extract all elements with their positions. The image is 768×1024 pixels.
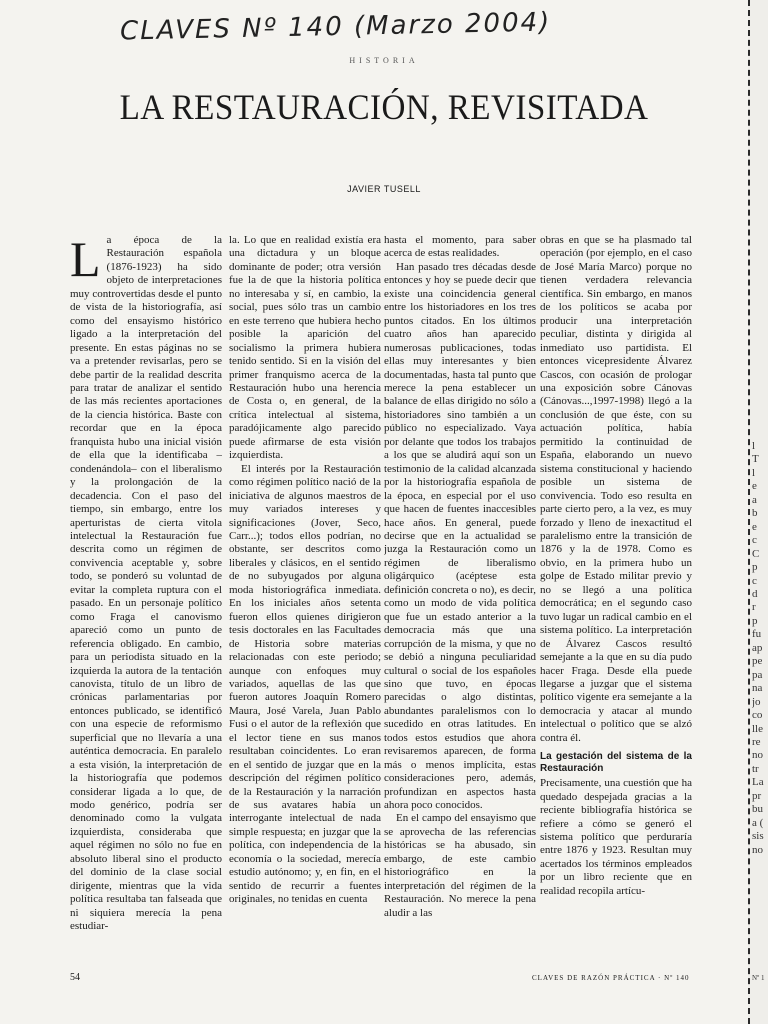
facing-page-fragment: C (752, 547, 760, 560)
handwritten-annotation: CLAVES Nº 140 (Marzo 2004) (119, 7, 552, 47)
facing-page-fragment: La (752, 776, 764, 789)
facing-page-fragment: b (752, 507, 758, 520)
facing-page-fragment: jo (752, 695, 761, 708)
facing-page-fragment: pr (752, 789, 762, 802)
article-author: JAVIER TUSELL (347, 184, 421, 194)
facing-page-fragment: p (752, 614, 758, 627)
facing-page-fragment: pa (752, 668, 763, 681)
paragraph: Precisamente, una cuestión que ha quedado despejada gracias a la reciente bibliografía histórica se refiere a cómo se generó el sistema político que perduraría entre 1876 y 1923. Resultan muy acertados los términos empleados por un libro reciente que en realidad recopila artícu- (540, 777, 692, 897)
text-column-2 (229, 234, 381, 954)
facing-page-fragment: co (752, 709, 763, 722)
facing-page-fragment: e (752, 480, 757, 493)
paragraph: hasta el momento, para saber acerca de estas realidades. (384, 234, 536, 260)
facing-page-fragment: r (752, 601, 756, 614)
footer-publication: CLAVES DE RAZÓN PRÁCTICA · Nº 140 (532, 974, 690, 982)
facing-page-fragment: c (752, 534, 757, 547)
drop-cap: L (70, 234, 101, 287)
facing-page-text-fragments (752, 440, 768, 857)
facing-page-fragment: l (752, 466, 756, 479)
section-subheading: La gestación del sistema de la Restauración (540, 751, 692, 775)
facing-page-fragment: pe (752, 655, 763, 668)
article-title: LA RESTAURACIÓN, REVISITADA (119, 87, 649, 127)
facing-page-fragment: no (752, 843, 763, 856)
facing-page-fragment: p (752, 561, 758, 574)
text-column-4 (540, 234, 692, 954)
facing-page-fragment: bu (752, 803, 763, 816)
paragraph: El interés por la Restauración como régimen político nació de la iniciativa de algunos maestros de muy variados intereses y significaciones (Jover, Seco, Carr...); todos ellos podrían, no obstante, ser descritos como liberales y clásicos, en el sentido de no subyugados por alguna moda historiográfica inmediata. En los iniciales años setenta fueron ellos quienes dirigieron tesis doctorales en las Facultades de Historia sobre materias relacionadas con este periodo; aunque con enfoques muy variados, aquellas de las que fueron autores Joaquín Romero Maura, José Varela, Juan Pablo Fusi o el autor de la reflexión que el lector tiene en sus manos resultaban coincidentes. Lo eran en el sentido de juzgar que en la descripción del régimen político de la Restauración y la narración de sus avatares había un interrogante intelectual de nada simple respuesta; en juzgar que la política, con independencia de la economía o la sociedad, merecía estudio autónomo; y, en fin, en el sentido de recurrir a fuentes originales, no tenidas en cuenta (229, 462, 381, 906)
section-label: HISTORIA (349, 56, 419, 65)
facing-page-fragment: e (752, 520, 757, 533)
facing-page-fragment: re (752, 735, 761, 748)
facing-page-fragment: ap (752, 641, 763, 654)
facing-page-fragment: sis (752, 830, 764, 843)
paragraph: la. Lo que en realidad existía era una dictadura y un bloque dominante de poder; otra versión fue la de que la historia política no interesaba y sí, en cambio, la social, pues sólo tras un cambio en este terreno que hubiera hecho posible la aparición del socialismo la primera hubiera tenido sentido. Si en la visión del primer franquismo acerca de la Restauración hubo una herencia de Costa o, en general, de la crítica intelectual al sistema, paradójicamente algo parecido puede afirmarse de esta visión izquierdista. (229, 234, 381, 462)
paragraph: La época de la Restauración española (1876-1923) ha sido objeto de interpretaciones muy controvertidas desde el punto de vista de la historiografía, así como del ensayismo histórico ligado a la interpretación del presente. En estas páginas no se va a pretender revisarlas, pero se debe partir de la realidad descrita para tratar de analizar el sentido de las más recientes aportaciones de la ciencia histórica. Baste con recordar que en la época franquista hubo una inicial visión de ella que la identificaba –condenándola– con el liberalismo y la prolongación de la decadencia. Con el paso del tiempo, sin embargo, entre los aperturistas de cierta vitola intelectual la Restauración fue descrita como un régimen de convivencia aceptable y, sobre todo, se ponderó su voluntad de evitar la completa ruptura con el pasado. En un personaje político como Fraga el canovismo apareció como un punto de referencia obligado. En cambio, para un periodista situado en la izquierda la autora de la tentación canovista, título de un libro de crónicas parlamentarias por entonces publicado, se identificó con una especie de reformismo superficial que no llevaría a una auténtica democracia. En paralelo a esta visión, la interpretación de la historiografía que podemos considerar ligada a lo que, de modo genérico, podría ser denominado como la vulgata izquierdista, consideraba que aquel régimen no sólo no fue en absoluto liberal sino el producto del dominio de la clase social dirigente, mientras que la vida política resultaba tan falseada que ni siquiera merecía la pena estudiar- (70, 234, 222, 933)
paragraph: Han pasado tres décadas desde entonces y hoy se puede decir que existe una coincidencia general entre los historiadores en los tres puntos citados. En los últimos cuatro años han aparecido numerosas publicaciones, todas ellas muy interesantes y bien documentadas, hasta tal punto que merece la pena establecer un balance de ellas dirigido no sólo a historiadores sino también a un público no especializado. Vaya por delante que todos los trabajos a los que se aludirá aquí son un testimonio de la calidad alcanzada por la historiografía española de la época, en especial por el uso que hacen de fuentes inaccesibles hace años. En general, puede decirse que en la actualidad se juzga la Restauración como un régimen de liberalismo oligárquico (acéptese esta definición concreta o no), es decir, como un modo de vida política que fue un estado anterior a la democracia más que una corrupción de la misma, y que no se debió a ninguna peculiaridad cultural o social de los españoles sino que tuvo, en épocas parecidas o algo distintas, abundantes paralelismos con lo sucedido en otras latitudes. En todos estos estudios que ahora revisaremos aparecen, de forma más o menos implícita, estas consideraciones pero, además, profundizan en aspectos hasta ahora poco conocidos. (384, 260, 536, 812)
facing-page-fragment: T (752, 453, 759, 466)
facing-page-fragment: d (752, 587, 758, 600)
facing-page-fragment: lle (752, 722, 763, 735)
page-number: 54 (70, 972, 80, 983)
facing-page-fragment: l (752, 440, 756, 452)
facing-page-fragment: tr (752, 762, 759, 775)
text-column-1 (70, 234, 222, 954)
facing-page-fragment: c (752, 574, 757, 587)
facing-page-fragment: a ( (752, 816, 764, 829)
paragraph: obras en que se ha plasmado tal operación (por ejemplo, en el caso de José María Marco) porque no tienen verdadera relevancia científica. Sin embargo, en manos de los políticos se acaba por producir una interpretación peculiar, distinta y dirigida al inmediato uso partidista. El entonces vicepresidente Álvarez Cascos, con ocasión de prologar una exposición sobre Cánovas (Cánovas...,1997-1998) llegó a la conclusión de que éste, con su actuación política, había permitido la continuidad de España, elaborando un nuevo sistema constitucional y haciendo posible un sistema de convivencia. Todo eso resulta en parte cierto pero, a la vez, es muy forzado y lleno de inexactitud el paralelismo entre la transición de 1876 y la de 1978. Como es obvio, en la primera hubo un golpe de Estado militar previo y no se llegó a una política democrática; en el segundo caso tuvo lugar un radical cambio en el sistema político. La interpretación de Álvarez Cascos resultó semejante a la que en su día pudo hacer Fraga. Desde ella puede llegarse a juzgar que el sistema político vigente era semejante a la democracia y atacar al mundo intelectual o político que se alzó contra él. (540, 234, 692, 744)
facing-page-fragment: fu (752, 628, 762, 641)
facing-page-fragment: no (752, 749, 763, 762)
paragraph: En el campo del ensayismo que se aprovecha de las referencias históricas se ha abusado, sin embargo, de este cambio historiográfico en la interpretación del régimen de la Restauración. No merece la pena aludir a las (384, 812, 536, 919)
text-column-3 (384, 234, 536, 954)
facing-page-fragment: na (752, 682, 763, 695)
facing-page-footer: Nº 1 (752, 974, 765, 982)
facing-page-fragment: a (752, 493, 757, 506)
